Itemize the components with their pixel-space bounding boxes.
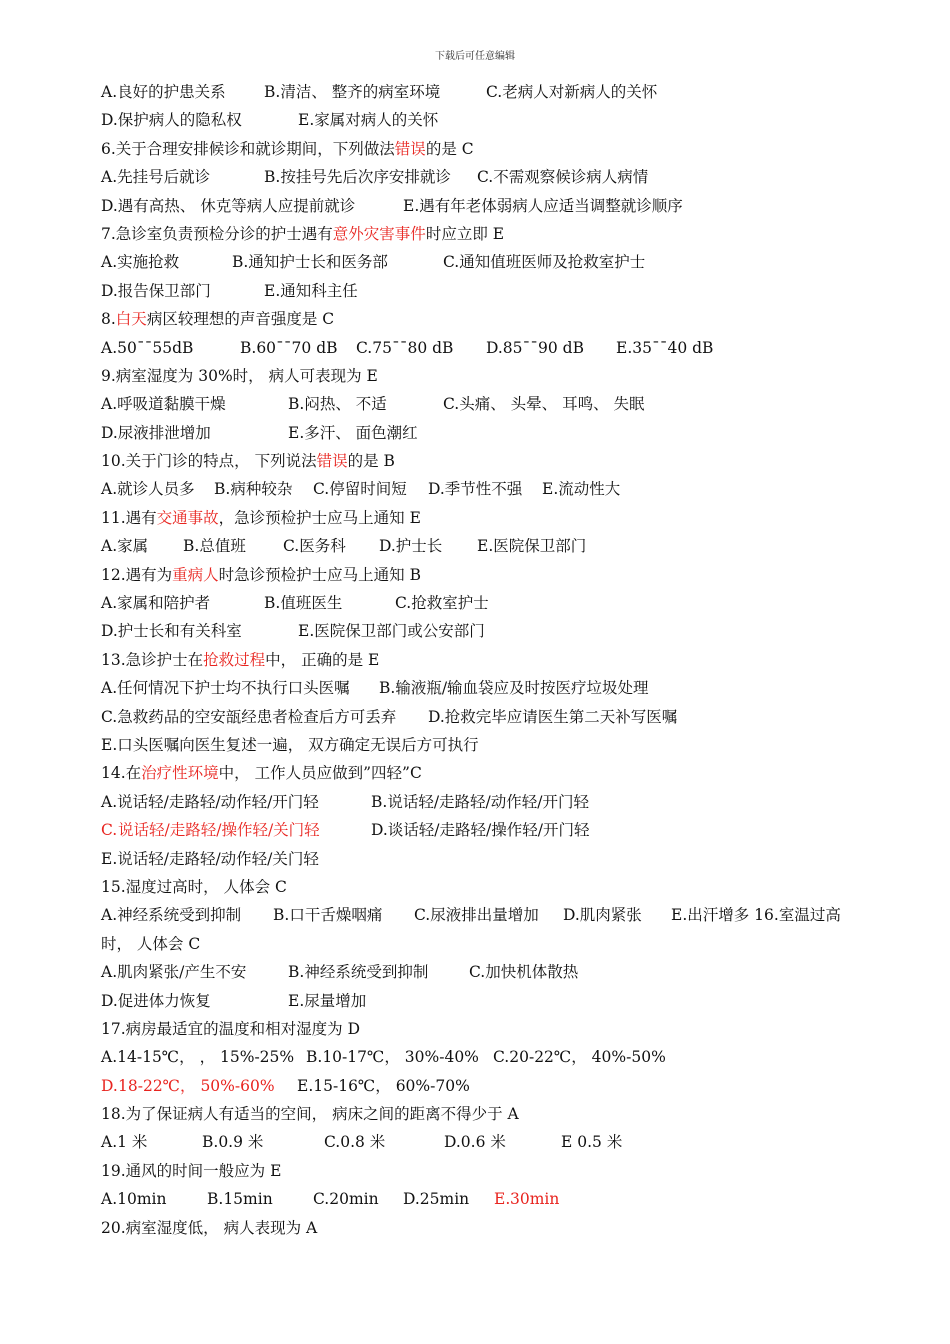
question-text: 9.病室湿度为 30%时， 病人可表现为 E — [101, 366, 378, 385]
answer-option: E.医院保卫部门 — [477, 537, 587, 556]
question-keyword-highlight: 错误 — [316, 452, 348, 471]
question-line — [101, 220, 861, 248]
answer-option: C.抢救室护士 — [395, 594, 489, 613]
answer-option: C.0.8 米 — [324, 1133, 386, 1152]
question-keyword-highlight: 白天 — [115, 310, 147, 329]
question-line — [101, 447, 861, 475]
question-line — [101, 759, 861, 787]
question-text-tail: 的是 C — [425, 139, 474, 158]
options-line — [101, 192, 861, 220]
options-line — [101, 617, 861, 645]
answer-option: E.流动性大 — [542, 480, 621, 499]
question-text: 时， 人体会 C — [101, 934, 201, 953]
answer-option: A.14-15℃， ， 15%-25% — [101, 1048, 295, 1067]
question-text-tail: 时应立即 E — [425, 224, 505, 243]
answer-option: C.医务科 — [283, 537, 346, 556]
question-text: 10.关于门诊的特点， 下列说法 — [101, 452, 317, 471]
answer-option: B.输液瓶/输血袋应及时按医疗垃圾处理 — [379, 679, 649, 698]
answer-option: A.实施抢救 — [101, 253, 180, 272]
options-line — [101, 248, 861, 276]
answer-option: E.35¯¯40 dB — [616, 338, 714, 357]
question-keyword-highlight: 意外灾害事件 — [332, 224, 426, 243]
question-text: 7.急诊室负责预检分诊的护士遇有 — [101, 224, 333, 243]
answer-option: A.良好的护患关系 — [101, 83, 226, 101]
answer-option: A.先挂号后就诊 — [101, 168, 211, 187]
question-line — [101, 1015, 861, 1043]
question-text-tail: 中， 正确的是 E — [265, 650, 380, 669]
answer-option: D.尿液排泄增加 — [101, 423, 211, 442]
question-keyword-highlight: 重病人 — [172, 565, 219, 584]
answer-option: C.尿液排出量增加 — [414, 906, 539, 925]
answer-option: A.10min — [101, 1190, 167, 1209]
question-text-tail: 中， 工作人员应做到”四轻”C — [218, 764, 422, 783]
answer-option: D.护士长 — [379, 537, 443, 556]
answer-option: B.口干舌燥咽痛 — [273, 906, 383, 925]
question-text: 17.病房最适宜的温度和相对湿度为 D — [101, 1019, 361, 1038]
options-line — [101, 419, 861, 447]
question-text-tail: ，急诊预检护士应马上通知 E — [218, 508, 421, 527]
answer-option: B.闷热、 不适 — [288, 395, 387, 414]
answer-option: A.任何情况下护士均不执行口头医嘱 — [101, 679, 350, 698]
answer-option: B.说话轻/走路轻/动作轻/开门轻 — [371, 792, 589, 811]
answer-option: D.0.6 米 — [444, 1133, 506, 1152]
options-line — [101, 589, 861, 617]
question-text: 11.遇有 — [101, 508, 157, 527]
answer-option: B.值班医生 — [264, 594, 343, 613]
options-line — [101, 1185, 861, 1213]
answer-option: B.病种较杂 — [214, 480, 293, 499]
question-text: 12.遇有为 — [101, 565, 173, 584]
options-line — [101, 1128, 861, 1156]
answer-option-correct: 18-22℃， 50%-60% — [118, 1076, 275, 1095]
answer-option: A.就诊人员多 — [101, 480, 195, 499]
options-line — [101, 106, 861, 134]
question-line — [101, 362, 861, 390]
answer-option: E.口头医嘱向医生复述一遍， 双方确定无误后方可执行 — [101, 735, 479, 754]
answer-option: B.神经系统受到抑制 — [288, 963, 429, 982]
question-line — [101, 873, 861, 901]
answer-option: A.家属和陪护者 — [101, 594, 211, 613]
options-line — [101, 1043, 861, 1071]
answer-option: C.停留时间短 — [313, 480, 407, 499]
answer-option: B.通知护士长和医务部 — [232, 253, 388, 272]
options-line — [101, 390, 861, 418]
answer-option: A.肌肉紧张/产生不安 — [101, 963, 247, 982]
question-line — [101, 1214, 861, 1242]
answer-option: A.神经系统受到抑制 — [101, 906, 242, 925]
answer-option: D.季节性不强 — [428, 480, 523, 499]
answer-option: D.报告保卫部门 — [101, 281, 211, 300]
options-line — [101, 1072, 861, 1100]
options-line — [101, 277, 861, 305]
options-line — [101, 731, 861, 759]
options-line — [101, 475, 861, 503]
question-line — [101, 561, 861, 589]
page-header: 下载后可任意编辑 — [435, 51, 515, 62]
question-text: 20.病室湿度低， 病人表现为 A — [101, 1218, 318, 1237]
answer-option: E.医院保卫部门或公安部门 — [298, 622, 485, 641]
answer-option: C.加快机体散热 — [469, 963, 579, 982]
answer-option: E 0.5 米 — [561, 1133, 623, 1152]
answer-option: E.15-16℃， 60%-70% — [297, 1076, 470, 1095]
question-text-tail: 时急诊预检护士应马上通知 B — [218, 565, 421, 584]
question-line — [101, 1157, 861, 1185]
question-text: 15.湿度过高时， 人体会 C — [101, 877, 287, 896]
answer-option: B.总值班 — [183, 537, 246, 556]
question-line — [101, 646, 861, 674]
question-text: 14.在 — [101, 764, 142, 783]
question-line — [101, 930, 861, 958]
answer-option: A.1 米 — [101, 1133, 148, 1152]
question-text: 8. — [101, 310, 116, 329]
question-keyword-highlight: 治疗性环境 — [141, 764, 219, 783]
answer-option: A.呼吸道黏膜干燥 — [101, 395, 226, 414]
answer-option: C.75¯¯80 dB — [356, 338, 454, 357]
options-line — [101, 987, 861, 1015]
answer-option: A.50¯¯55dB — [101, 338, 194, 357]
answer-option: E.出汗增多 16.室温过高 — [671, 906, 841, 925]
question-text: 13.急诊护士在 — [101, 650, 204, 669]
answer-option: D.保护病人的隐私权 — [101, 111, 242, 130]
answer-option: D.肌肉紧张 — [563, 906, 642, 925]
question-text-tail: 的是 B — [347, 452, 395, 471]
answer-option: B.60¯¯70 dB — [240, 338, 338, 357]
answer-option: D.遇有高热、 休克等病人应提前就诊 — [101, 196, 356, 215]
answer-option: B.15min — [207, 1190, 273, 1209]
answer-option: C.20min — [313, 1190, 379, 1209]
answer-option-correct: 30min — [510, 1190, 560, 1209]
answer-option: E.多汗、 面色潮红 — [288, 423, 418, 442]
answer-option-correct: E. — [494, 1190, 511, 1209]
answer-option: E.遇有年老体弱病人应适当调整就诊顺序 — [403, 196, 683, 215]
answer-option: B.0.9 米 — [202, 1133, 264, 1152]
question-text: 19.通风的时间一般应为 E — [101, 1161, 282, 1180]
options-line — [101, 958, 861, 986]
answer-option: D.护士长和有关科室 — [101, 622, 242, 641]
answer-option: C.通知值班医师及抢救室护士 — [443, 253, 646, 272]
options-line — [101, 788, 861, 816]
question-keyword-highlight: 抢救过程 — [203, 650, 266, 669]
answer-option: E.家属对病人的关怀 — [298, 111, 439, 130]
question-text-tail: 病区较理想的声音强度是 C — [146, 310, 335, 329]
question-text: 18.为了保证病人有适当的空间， 病床之间的距离不得少于 A — [101, 1105, 519, 1124]
options-line — [101, 532, 861, 560]
answer-option: B.10-17℃， 30%-40% — [306, 1048, 479, 1067]
answer-option: E.通知科主任 — [264, 281, 358, 300]
answer-option-correct: D. — [101, 1076, 118, 1095]
question-line — [101, 504, 861, 532]
question-line — [101, 1100, 861, 1128]
question-list — [101, 78, 861, 1242]
answer-option: A.说话轻/走路轻/动作轻/开门轻 — [101, 792, 319, 811]
options-line — [101, 845, 861, 873]
answer-option: C.头痛、 头晕、 耳鸣、 失眠 — [443, 395, 645, 414]
options-line — [101, 901, 861, 929]
answer-option: E.尿量增加 — [288, 991, 367, 1010]
answer-option: E.说话轻/走路轻/动作轻/关门轻 — [101, 849, 319, 868]
answer-option: D.85¯¯90 dB — [486, 338, 584, 357]
answer-option: D.促进体力恢复 — [101, 991, 211, 1010]
question-text: 6.关于合理安排候诊和就诊期间，下列做法 — [101, 139, 395, 158]
answer-option: B.清洁、 整齐的病室环境 — [264, 83, 441, 101]
options-line — [101, 163, 861, 191]
answer-option: D.抢救完毕应请医生第二天补写医嘱 — [428, 707, 678, 726]
answer-option: C.急救药品的空安瓿经患者检查后方可丢弃 — [101, 707, 397, 726]
answer-option: C.20-22℃， 40%-50% — [493, 1048, 666, 1067]
options-line — [101, 703, 861, 731]
answer-option: D.25min — [403, 1190, 470, 1209]
answer-option: C.不需观察候诊病人病情 — [477, 168, 649, 187]
answer-option: C.老病人对新病人的关怀 — [486, 83, 658, 101]
question-line — [101, 135, 861, 163]
answer-option: A.家属 — [101, 537, 149, 556]
question-line — [101, 305, 861, 333]
answer-option-correct: C. — [101, 821, 118, 840]
options-line — [101, 334, 861, 362]
answer-option-correct: 说话轻/走路轻/操作轻/关门轻 — [118, 821, 320, 840]
answer-option: B.按挂号先后次序安排就诊 — [264, 168, 451, 187]
options-line — [101, 78, 861, 106]
question-keyword-highlight: 错误 — [394, 139, 426, 158]
question-keyword-highlight: 交通事故 — [156, 508, 219, 527]
options-line — [101, 674, 861, 702]
answer-option: D.谈话轻/走路轻/操作轻/开门轻 — [371, 821, 590, 840]
options-line — [101, 816, 861, 844]
